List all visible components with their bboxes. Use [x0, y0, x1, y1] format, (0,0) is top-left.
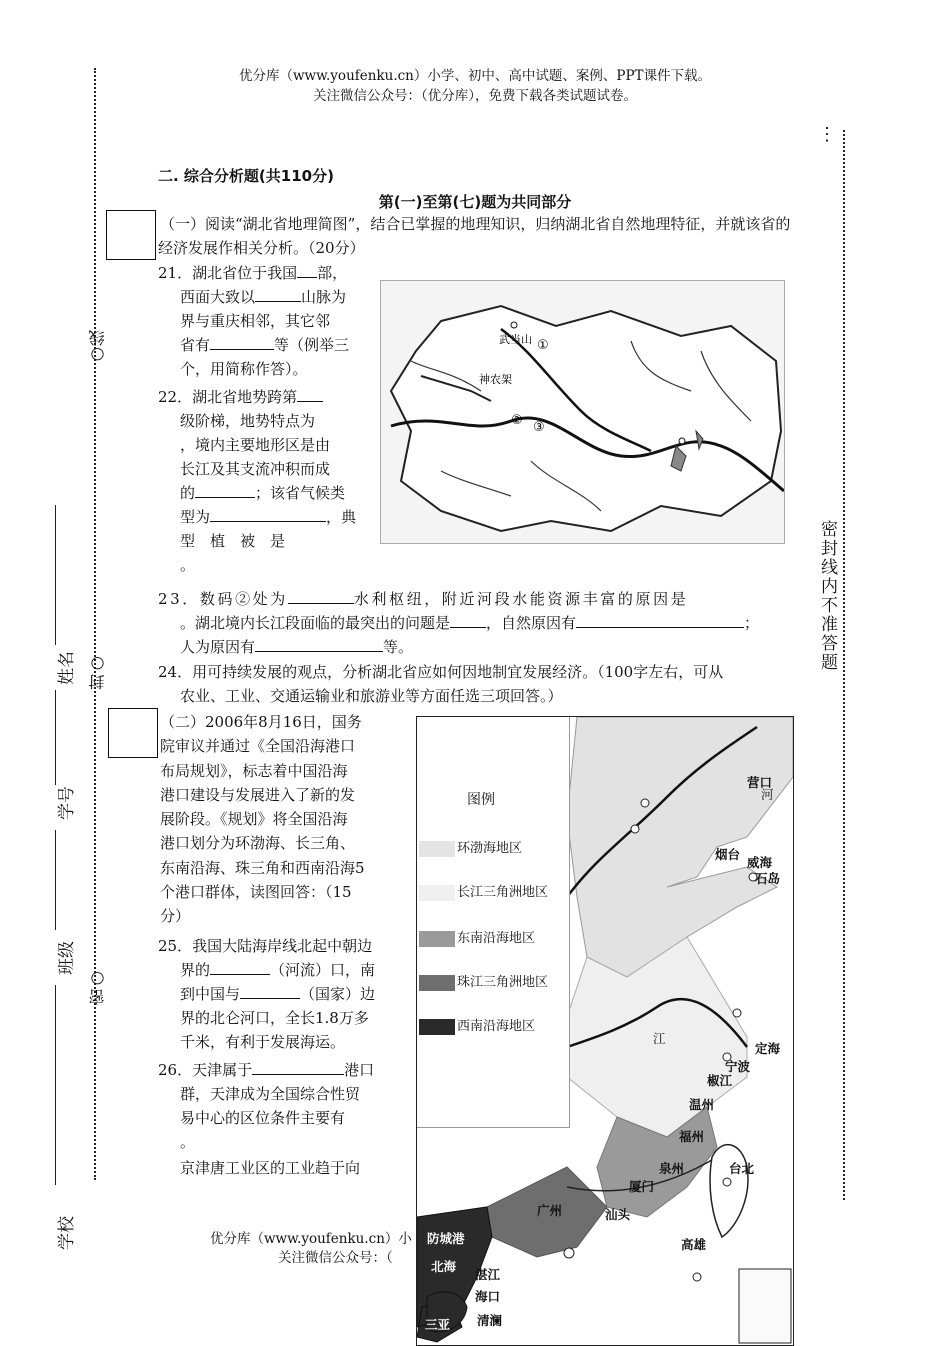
q23-text-c: 。湖北境内长江段面临的最突出的问题是: [180, 614, 451, 632]
q23-blank-natural[interactable]: [576, 611, 744, 628]
q22-text-j: 。: [180, 556, 196, 574]
legend-swatch-yangtze: [419, 885, 455, 901]
name-underline[interactable]: [55, 505, 57, 645]
score-box-2[interactable]: [108, 708, 158, 758]
wudang-point: [511, 322, 517, 328]
label-fangcheng: 防城港: [427, 1231, 465, 1246]
label-yingkou: 营口: [747, 775, 773, 790]
part2-line-5: 展阶段。《规划》将全国沿海: [160, 810, 348, 829]
q23-blank-hub[interactable]: [288, 587, 354, 604]
legend-pearl: [419, 971, 548, 991]
region-bohai: [567, 717, 793, 977]
q25-blank-country[interactable]: [240, 982, 300, 999]
question-25: [158, 934, 408, 1054]
part2-line-1: （二）2006年8月16日，国务: [160, 713, 362, 731]
q22-text-i: 型 植 被 是: [180, 532, 286, 550]
footer-line-1: 优分库（www.youfenku.cn）小: [210, 1231, 412, 1247]
q23-blank-problem[interactable]: [450, 611, 486, 628]
south-china-sea-inset: [739, 1269, 791, 1343]
q26-blank-group[interactable]: [252, 1058, 344, 1075]
class-underline[interactable]: [55, 830, 57, 930]
question-21: [158, 261, 373, 381]
wudangshan-label: 武当山: [499, 333, 532, 346]
q22-text-g: 型为: [180, 508, 211, 526]
q25-blank-river[interactable]: [210, 958, 270, 975]
legend-southeast: [419, 927, 535, 947]
seal-xian-mark: ○线: [88, 330, 107, 365]
legend-label-pearl: 珠江三角洲地区: [457, 975, 549, 990]
q22-text-a: 22．湖北省地势跨第: [158, 388, 298, 406]
label-shidao: 石岛: [755, 871, 781, 886]
q21-text-f: 省有: [180, 336, 211, 354]
section-title: 二. 综合分析题(共110分): [158, 167, 334, 185]
left-seal-dotted-line: [94, 68, 96, 1180]
q21-text-e: 界与重庆相邻，其它邻: [180, 312, 331, 330]
label-wenzhou: 温州: [689, 1097, 715, 1112]
q25-text-g: 千米，有利于发展海运。: [180, 1033, 346, 1051]
header-line-2: 关注微信公众号：（优分库），免费下载各类试题试卷。: [313, 88, 637, 104]
label-fuzhou: 福州: [679, 1129, 705, 1144]
part2-line-7: 东南沿海、珠三角和西南沿海5: [160, 858, 365, 877]
marker-3: ③: [533, 420, 545, 435]
q21-blank-provinces[interactable]: [210, 333, 274, 350]
q24-text-a: 24．用可持续发展的观点，分析湖北省应如何因地制宜发展经济。（100字左右，可从: [158, 663, 724, 681]
legend-label-bohai: 环渤海地区: [457, 841, 523, 856]
label-sanya: 三亚: [425, 1317, 451, 1332]
q25-text-c: （河流）口，南: [270, 961, 376, 979]
q22-text-c: ，境内主要地形区是由: [180, 436, 331, 454]
q23-text-e: ；: [744, 614, 760, 632]
legend-swatch-southwest: [419, 1019, 455, 1035]
footer-line-2: 关注微信公众号：（: [278, 1250, 393, 1266]
q26-text-f: 京津唐工业区的工业趋于向: [180, 1159, 361, 1177]
legend-label-southeast: 东南沿海地区: [457, 931, 536, 946]
marker-2: ②: [511, 413, 523, 428]
q26-text-d: 易中心的区位条件主要有: [180, 1109, 346, 1127]
label-quanzhou: 泉州: [659, 1161, 685, 1176]
part2-line-2: 院审议并通过《全国沿海港口: [160, 737, 356, 756]
label-jiang: 江: [653, 1031, 666, 1046]
header-line-1: 优分库（www.youfenku.cn）小学、初中、高中试题、案例、PPT课件下载。: [238, 68, 712, 84]
q25-text-e: （国家）边: [300, 985, 376, 1003]
seal-mi-mark: 密○: [88, 970, 107, 1005]
q21-text-g: 等（例举三: [274, 336, 350, 354]
q22-blank-steps[interactable]: [297, 385, 323, 402]
legend-southwest: [419, 1015, 535, 1035]
q21-text-h: 个，用简称作答）。: [180, 360, 308, 378]
hubei-province-outline: [391, 306, 781, 531]
class-label: 班级: [57, 941, 77, 975]
q23-blank-human[interactable]: [255, 635, 383, 652]
label-jiaojiang: 椒江: [707, 1073, 733, 1088]
legend-swatch-bohai: [419, 841, 455, 857]
q26-text-e: 。: [180, 1133, 196, 1151]
legend-swatch-pearl: [419, 975, 455, 991]
part2-line-8: 个港口群体，读图回答：（15: [160, 883, 352, 902]
label-haikou: 海口: [475, 1289, 501, 1304]
q22-text-b: 级阶梯，地势特点为: [180, 412, 316, 430]
q23-text-f: 人为原因有: [180, 638, 256, 656]
shennongjia-label: 神农架: [479, 373, 512, 386]
part2-line-6: 港口划分为环渤海、长三角、: [160, 834, 356, 853]
q25-text-f: 界的北仑河口，全长1.8万多: [180, 1009, 369, 1027]
question-26: [158, 1058, 408, 1180]
label-zhanjiang: 湛江: [475, 1267, 501, 1282]
score-box-1[interactable]: [106, 210, 156, 260]
legend-swatch-southeast: [419, 931, 455, 947]
school-label: 学校: [57, 1216, 77, 1250]
school-underline[interactable]: [55, 985, 57, 1185]
label-he: 河: [761, 787, 774, 802]
label-yantai: 烟台: [715, 847, 741, 862]
q21-text-b: 部，: [317, 264, 348, 282]
legend-title: 图例: [467, 792, 495, 808]
q23-text-b: 水利枢纽，附近河段水能资源丰富的原因是: [353, 590, 689, 608]
hubei-map: [380, 280, 785, 544]
q25-text-a: 25．我国大陆海岸线北起中朝边: [158, 937, 373, 955]
marker-1: ①: [537, 338, 549, 353]
q22-text-f: ；该省气候类: [255, 484, 346, 502]
q21-text-d: 山脉为: [301, 288, 347, 306]
label-ningbo: 宁波: [725, 1059, 751, 1074]
q25-text-b: 界的: [180, 961, 211, 979]
hubei-map-svg: [381, 281, 784, 543]
part2-line-4: 港口建设与发展进入了新的发: [160, 785, 356, 804]
q23-text-a: 23．数码②处为: [158, 590, 288, 608]
student-id-underline[interactable]: [55, 690, 57, 785]
q26-text-c: 群，天津成为全国综合性贸: [180, 1085, 361, 1103]
q21-text-a: 21．湖北省位于我国: [158, 264, 298, 282]
question-23: [158, 587, 798, 659]
q23-text-g: 等。: [383, 638, 414, 656]
label-dinghai: 定海: [755, 1041, 781, 1056]
legend-label-yangtze: 长江三角洲地区: [457, 885, 549, 900]
part1-intro: （一）阅读“湖北省地理简图”，结合已掌握的地理知识，归纳湖北省自然地理特征，并就该省的经济发展作相关分析。（20分）: [158, 215, 791, 257]
label-taibei: 台北: [729, 1161, 755, 1176]
section-subtitle: 第(一)至第(七)题为共同部分: [378, 193, 572, 211]
name-label: 姓名: [57, 651, 77, 685]
part2-line-3: 布局规划》，标志着中国沿海: [160, 761, 348, 780]
seal-feng-mark: 封○: [88, 655, 107, 690]
label-shantou: 汕头: [605, 1207, 631, 1222]
part2-intro: [160, 710, 406, 929]
wuhan-point: [679, 438, 685, 444]
part2-line-9: 分）: [160, 907, 191, 926]
right-seal-dotted-line: [843, 130, 845, 1200]
label-guangzhou: 广州: [537, 1203, 563, 1218]
q24-text-b: 农业、工业、交通运输业和旅游业等方面任选三项回答。）: [180, 687, 563, 705]
legend-bohai: [419, 837, 522, 857]
legend-label-southwest: 西南沿海地区: [457, 1019, 536, 1034]
q26-text-b: 港口: [344, 1061, 375, 1079]
q23-text-d: ，自然原因有: [486, 614, 577, 632]
q21-text-c: 西面大致以: [180, 288, 256, 306]
label-beihai: 北海: [431, 1259, 457, 1274]
student-id-label: 学号: [57, 786, 77, 820]
question-24: [158, 660, 808, 708]
label-qinglan: 清澜: [477, 1313, 503, 1328]
label-gaoxiong: 高雄: [681, 1237, 707, 1252]
legend-yangtze: [419, 881, 548, 901]
q22-blank-climate[interactable]: [210, 505, 326, 522]
ports-map: [416, 716, 794, 1346]
map-legend: [417, 717, 570, 1128]
label-weihai: 威海: [747, 855, 773, 870]
right-dots-mark: ⋮: [818, 124, 836, 145]
seal-notice: 密封线内不准答题: [817, 520, 837, 672]
q25-text-d: 到中国与: [180, 985, 241, 1003]
q21-blank-mountain[interactable]: [255, 285, 301, 302]
q22-text-d: 长江及其支流冲积而成: [180, 460, 331, 478]
q22-text-e: 的: [180, 484, 196, 502]
q22-text-h: ，典: [326, 508, 357, 526]
q21-blank-region[interactable]: [297, 261, 317, 278]
q26-text-a: 26．天津属于: [158, 1061, 253, 1079]
label-xiamen: 厦门: [629, 1179, 655, 1194]
q22-blank-plain[interactable]: [195, 481, 255, 498]
question-22: [158, 385, 373, 577]
